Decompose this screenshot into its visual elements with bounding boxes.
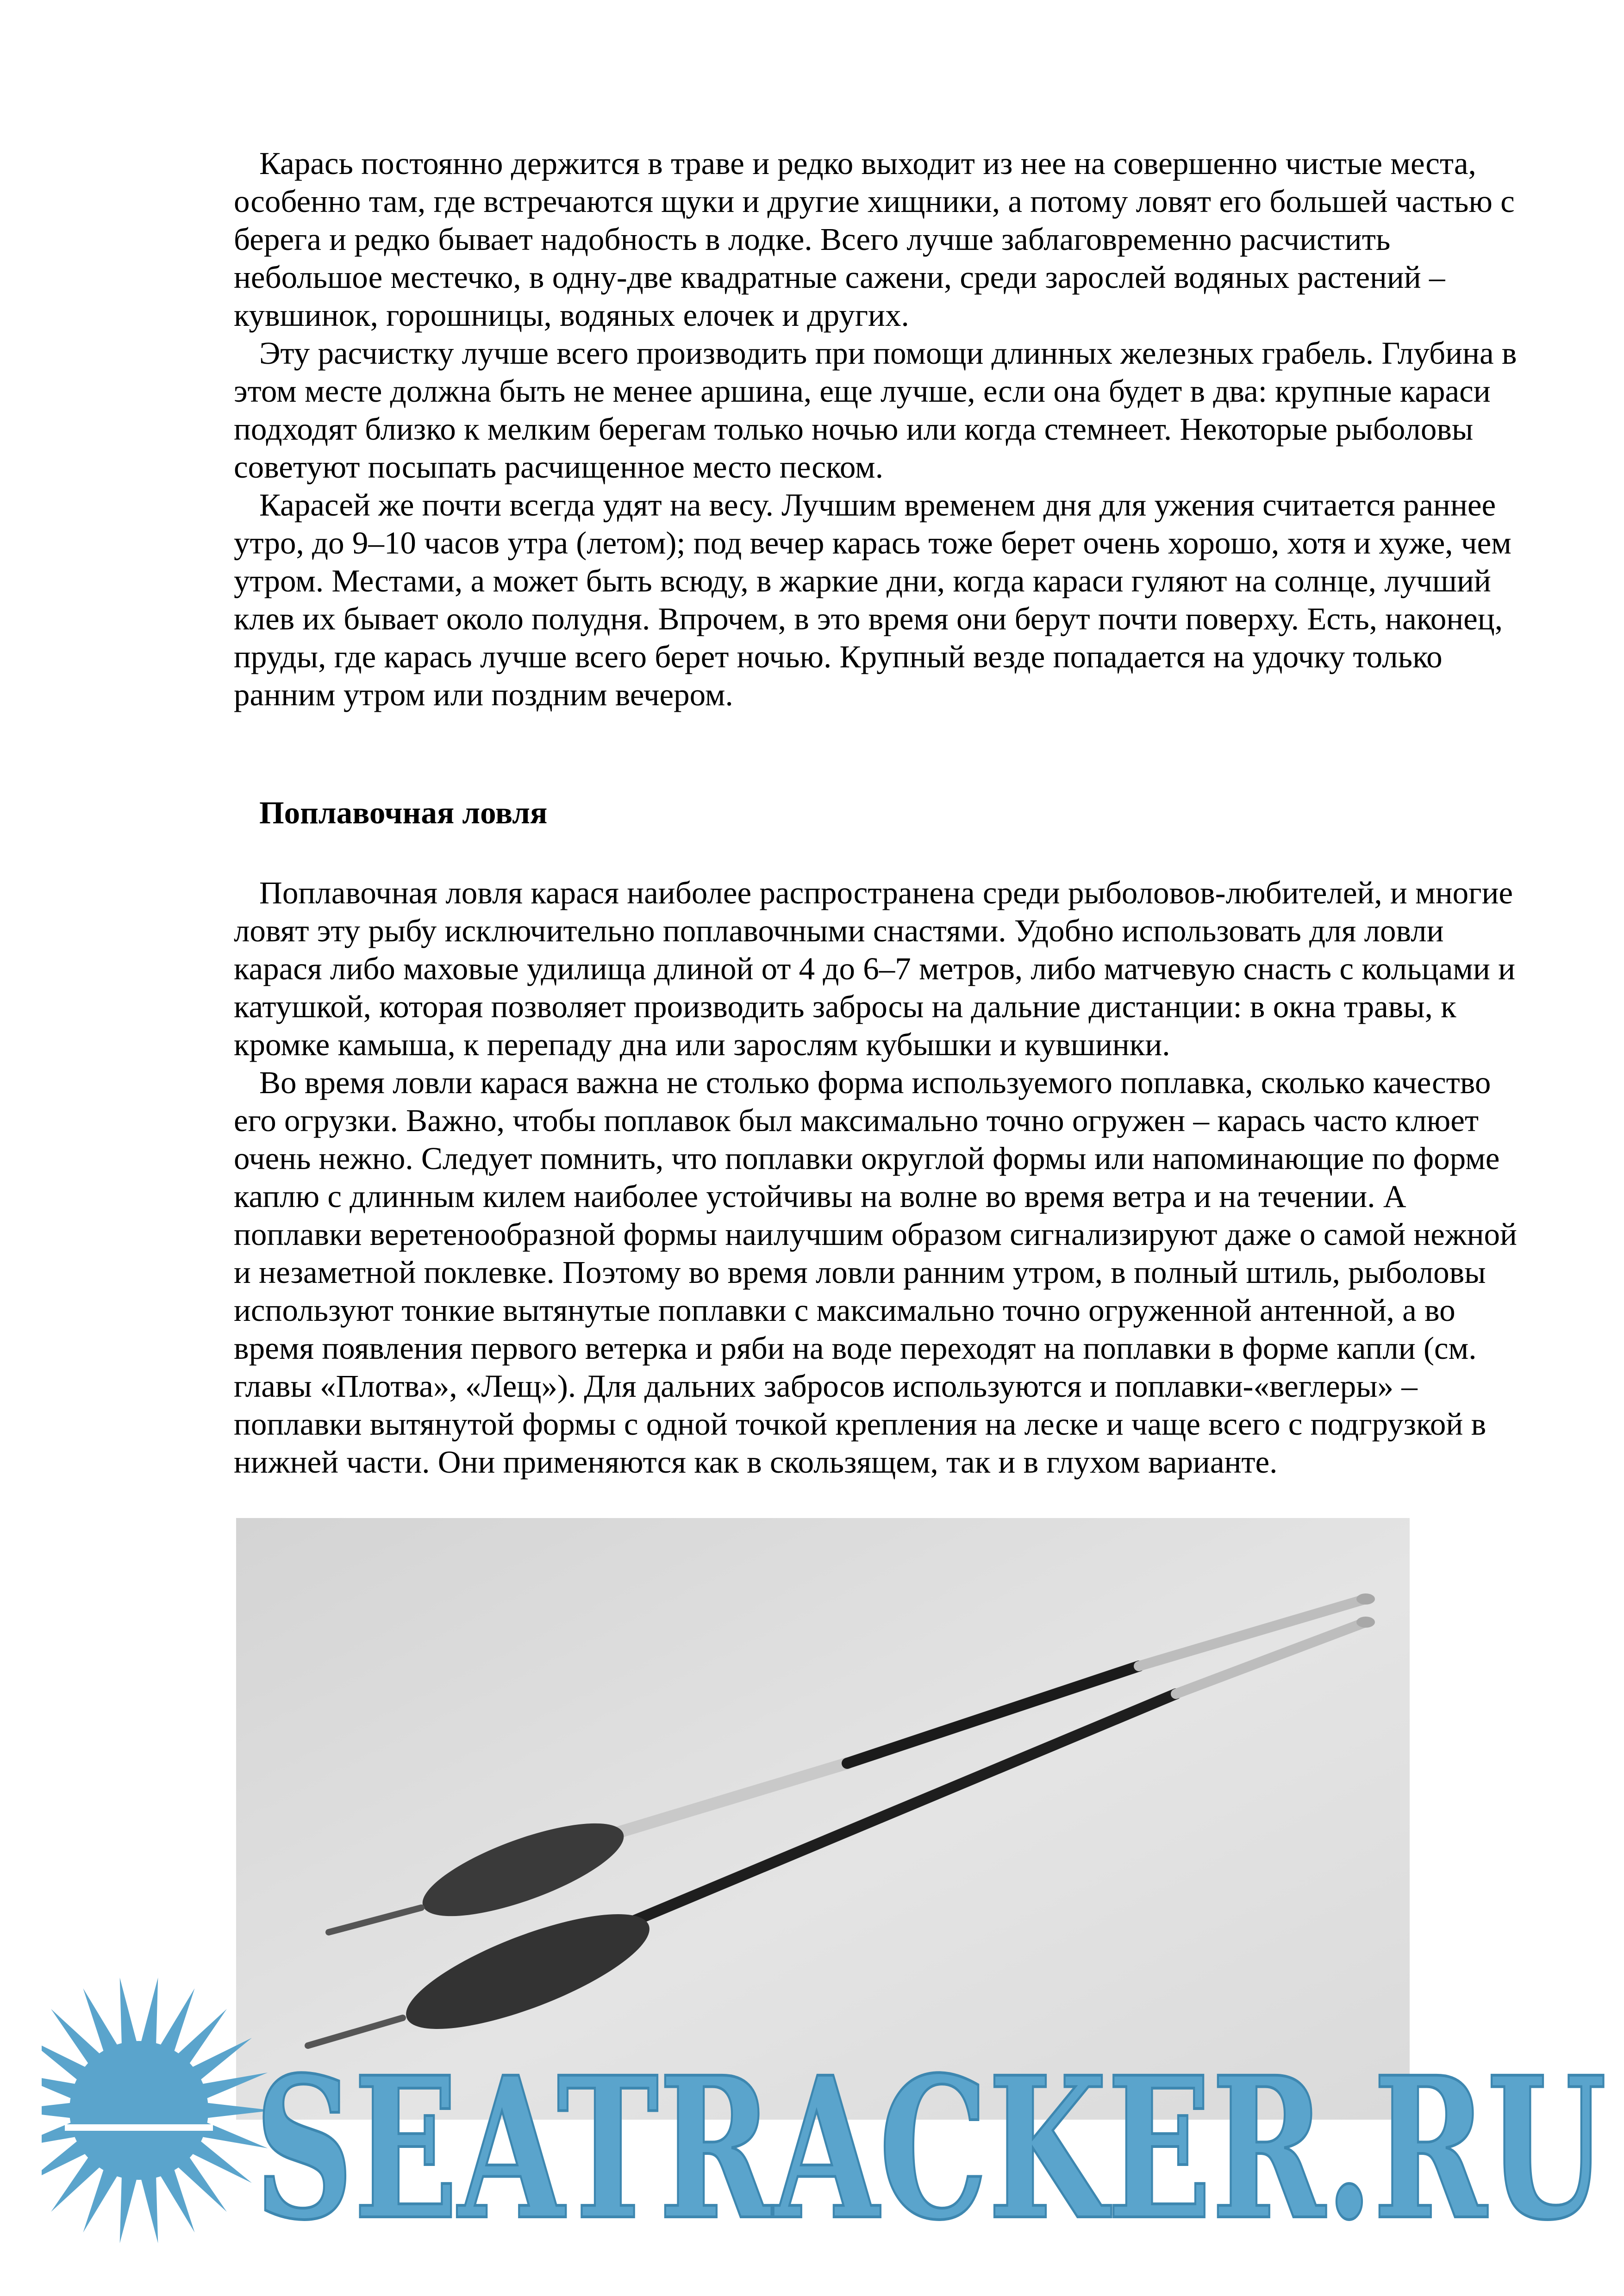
sun-disc: [69, 2041, 208, 2180]
section-heading: Поплавочная ловля: [259, 795, 548, 830]
paragraph: Карась постоянно держится в траве и редко выходит из нее на совершенно чистые места, особенно там, где встречаются щуки и другие хищники, а потому ловят его большей частью с берега и редко бывает надобность в лодке. Всего лучше заблаговременно расчистить небольшое местечко, в одну-две квадратные сажени, среди зарослей водяных растений – кувшинок, горошницы, водяных елочек и других.: [234, 146, 1515, 333]
intro-text: [234, 144, 1530, 714]
sun-horizon: [65, 2124, 213, 2131]
paragraph: Карасей же почти всегда удят на весу. Лучшим временем дня для ужения считается раннее утро, до 9–10 часов утра (летом); под вечер карась тоже берет очень хорошо, хотя и хуже, чем утром. Местами, а может быть всюду, в жаркие дни, когда караси гуляют на солнце, лучший клев их бывает около полудня. Впрочем, в это время они берут почти поверху. Есть, наконец, пруды, где карась лучше всего берет ночью. Крупный везде попадается на удочку только ранним утром или поздним вечером.: [234, 487, 1512, 712]
paragraph: Во время ловли карася важна не столько форма используемого поплавка, сколько качество его огрузки. Важно, чтобы поплавок был максимально точно огружен – карась часто клюет очень нежно. Следует помнить, что поплавки округлой формы или напоминающие по форме каплю с длинным килем наиболее устойчивы на волне во время ветра и на течении. А поплавки веретенообразной формы наилучшим образом сигнализируют даже о самой нежной и незаметной поклевке. Поэтому во время ловли ранним утром, в полный штиль, рыболовы используют тонкие вытянутые поплавки с максимально точно огруженной антенной, а во время появления первого ветерка и ряби на воде переходят на поплавки в форме капли (см. главы «Плотва», «Лещ»). Для дальних забросов используются и поплавки-«веглеры» – поплавки вытянутой формы с одной точкой крепления на леске и чаще всего с подгрузкой в нижней части. Они применяются как в скользящем, так и в глухом варианте.: [234, 1065, 1517, 1480]
paragraph: Эту расчистку лучше всего производить при помощи длинных железных грабель. Глубина в этом месте должна быть не менее аршина, еще лучше, если она будет в два: крупные караси подходят близко к мелким берегам только ночью или когда стемнеет. Некоторые рыболовы советуют посыпать расчищенное место песком.: [234, 336, 1517, 485]
watermark-text: SEATRACKER.RU: [255, 2035, 1606, 2263]
sun-logo-icon: [42, 1978, 273, 2243]
paragraph: Поплавочная ловля карася наиболее распространена среди рыболовов-любителей, и многие ловят эту рыбу исключительно поплавочными снастями. Удобно использовать для ловли карася либо маховые удилища длиной от 4 до 6–7 метров, либо матчевую снасть с кольцами и катушкой, которая позволяет производить забросы на дальние дистанции: в окна травы, к кромке камыша, к перепаду дна или зарослям кубышки и кувшинки.: [234, 875, 1516, 1062]
section-text: [234, 874, 1530, 1481]
watermark: [42, 1958, 1616, 2282]
